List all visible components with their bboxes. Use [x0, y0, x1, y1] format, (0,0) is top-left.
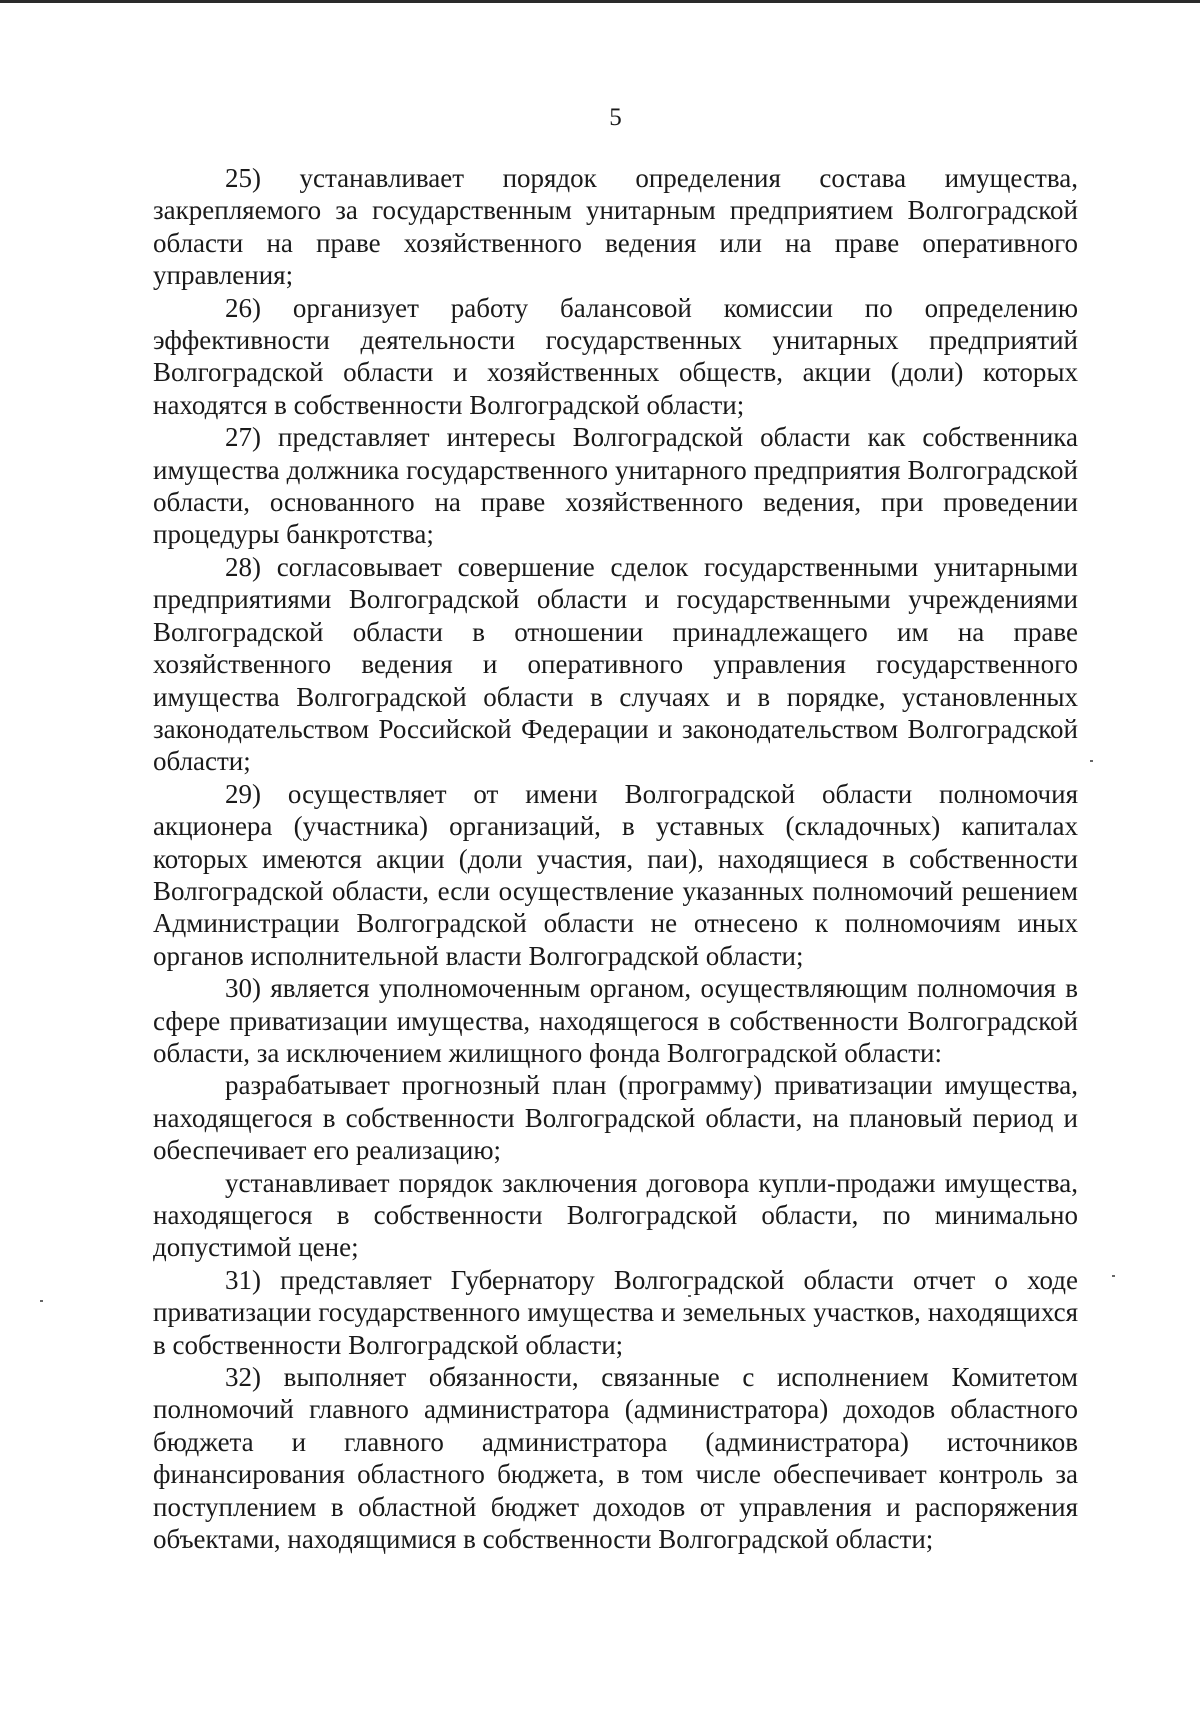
page-number: 5	[609, 104, 622, 131]
paragraph-item-31: 31) представляет Губернатору Волгоградской области отчет о ходе приватизации государственного имущества и земельных участков, находящихся в собственности Волгоградской области;	[153, 1264, 1078, 1360]
page-top-edge	[0, 0, 1200, 3]
scan-speck	[40, 1300, 43, 1302]
document-body	[153, 162, 1078, 1555]
scan-speck	[1112, 1275, 1115, 1277]
scan-speck	[688, 1295, 691, 1297]
paragraph-item-25: 25) устанавливает порядок определения состава имущества, закрепляемого за государственным унитарным предприятием Волгоградской области на праве хозяйственного ведения или на праве оперативного управления;	[153, 163, 1078, 291]
paragraph-item-30-plan: разрабатывает прогнозный план (программу) приватизации имущества, находящегося в собственности Волгоградской области, на плановый период и обеспечивает его реализацию;	[153, 1070, 1078, 1166]
paragraph-item-29: 29) осуществляет от имени Волгоградской области полномочия акционера (участника) организаций, в уставных (складочных) капиталах которых имеются акции (доли участия, паи), находящиеся в собственности Волгоградской области, если осуществление указанных полномочий решением Администрации Волгоградской области не отнесено к полномочиям иных органов исполнительной власти Волгоградской области;	[153, 778, 1078, 971]
paragraph-item-27: 27) представляет интересы Волгоградской области как собственника имущества должника государственного унитарного предприятия Волгоградской области, основанного на праве хозяйственного ведения, при проведении процедуры банкротства;	[153, 422, 1078, 550]
scan-speck	[1090, 760, 1093, 762]
paragraph-item-30: 30) является уполномоченным органом, осуществляющим полномочия в сфере приватизации имущества, находящегося в собственности Волгоградской области, за исключением жилищного фонда Волгоградской области:	[153, 973, 1078, 1068]
paragraph-item-30-sale: устанавливает порядок заключения договора купли-продажи имущества, находящегося в собственности Волгоградской области, по минимально допустимой цене;	[153, 1167, 1078, 1263]
paragraph-item-28: 28) согласовывает совершение сделок государственными унитарными предприятиями Волгоградской области и государственными учреждениями Волгоградской области в отношении принадлежащего им на праве хозяйственного ведения и оперативного управления государственного имущества Волгоградской области в случаях и в порядке, установленных законодательством Российской Федерации и законодательством Волгоградской области;	[153, 551, 1078, 777]
paragraph-item-26: 26) организует работу балансовой комиссии по определению эффективности деятельности государственных унитарных предприятий Волгоградской области и хозяйственных обществ, акции (доли) которых находятся в собственности Волгоградской области;	[153, 292, 1078, 420]
paragraph-item-32: 32) выполняет обязанности, связанные с исполнением Комитетом полномочий главного администратора (администратора) доходов областного бюджета и главного администратора (администратора) источников финансирования областного бюджета, в том числе обеспечивает контроль за поступлением в областной бюджет доходов от управления и распоряжения объектами, находящимися в собственности Волгоградской области;	[153, 1362, 1078, 1555]
